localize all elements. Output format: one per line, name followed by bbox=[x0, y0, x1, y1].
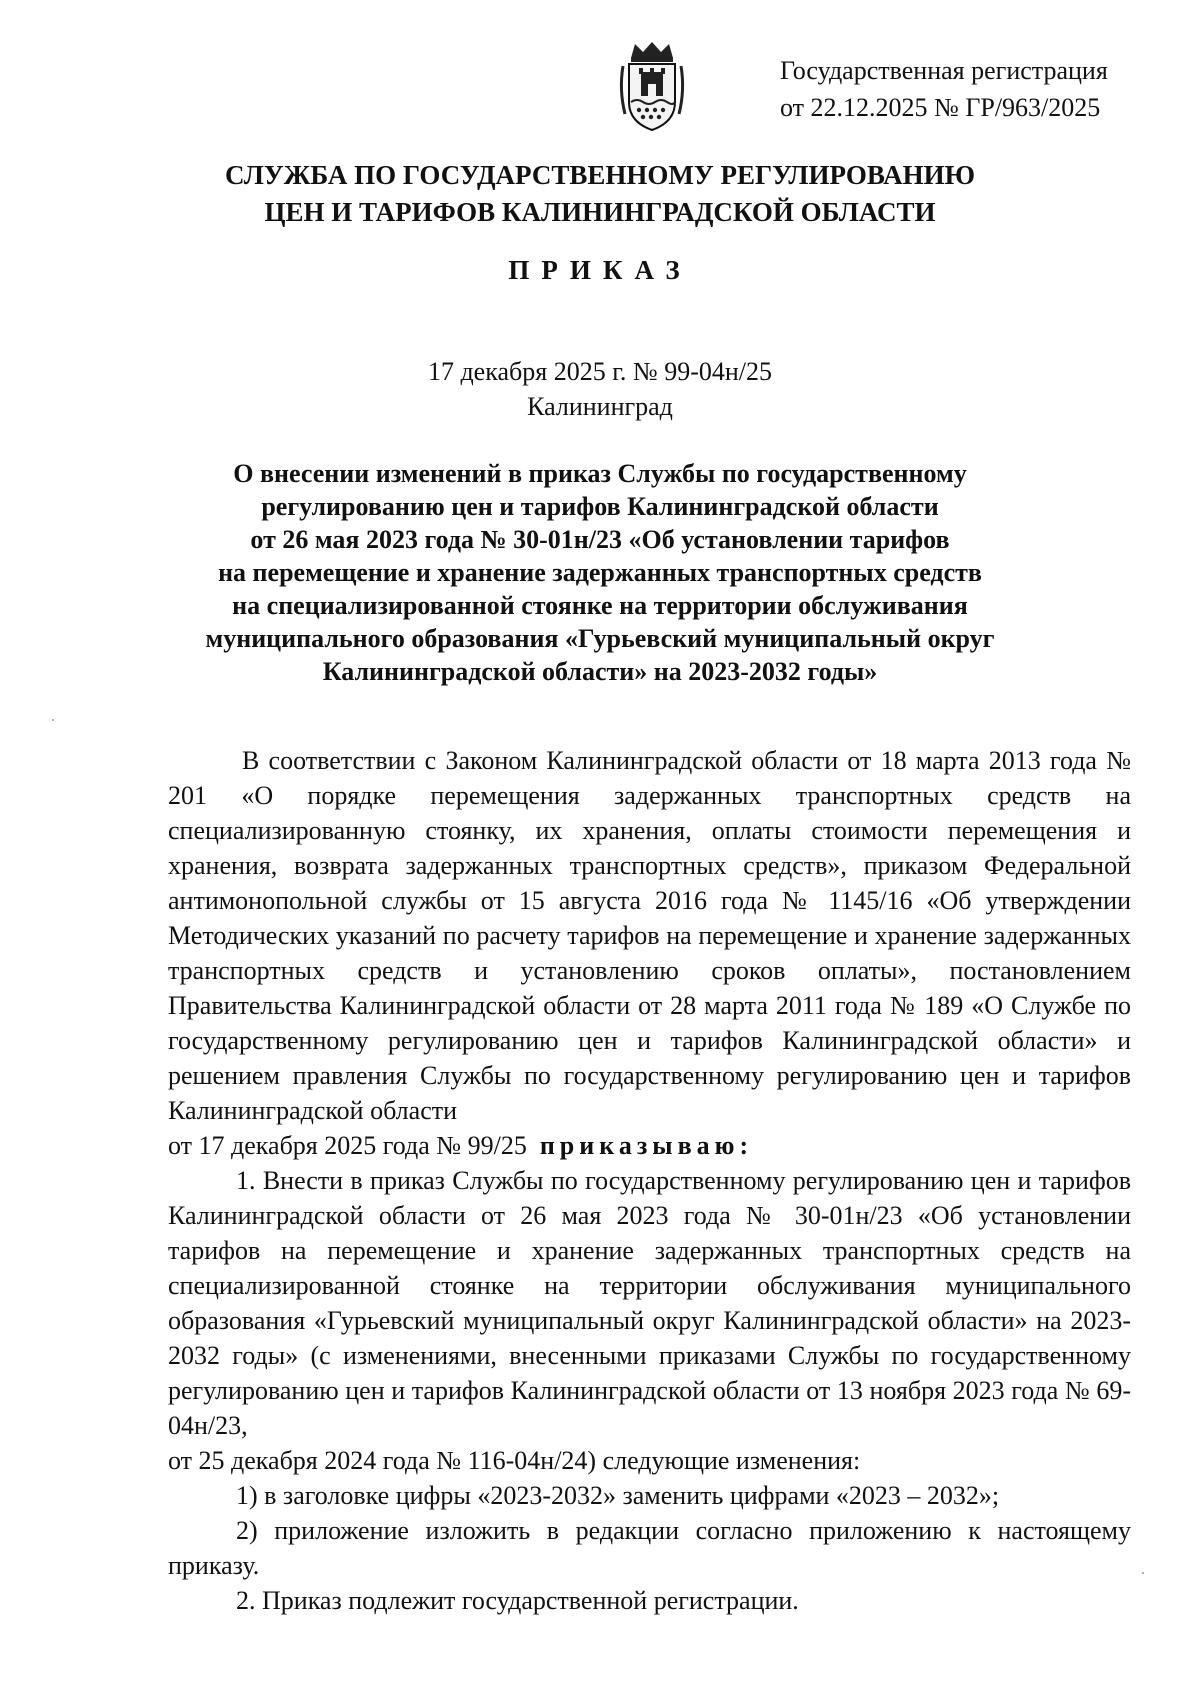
title-line: на специализированной стоянке на территории обслуживания bbox=[232, 591, 968, 620]
order-body bbox=[168, 743, 1131, 1618]
subitem-2: 2) приложение изложить в редакции согласно приложению к настоящему приказу. bbox=[168, 1516, 1131, 1580]
document-type-heading: ПРИКАЗ bbox=[508, 255, 692, 285]
title-line: от 26 мая 2023 года № 30-01н/23 «Об установлении тарифов bbox=[250, 525, 950, 554]
preamble-closing bbox=[168, 1128, 1131, 1163]
title-line: регулированию цен и тарифов Калининградской области bbox=[261, 492, 939, 521]
scan-speck bbox=[1142, 1572, 1144, 1574]
title-line: муниципального образования «Гурьевский муниципальный округ bbox=[205, 624, 995, 653]
item-1-paragraph: 1. Внести в приказ Службы по государственному регулированию цен и тарифов Калининградской области от 26 мая 2023 года № 30-01н/23 «Об установлении тарифов на перемещение и хранение задержанных транспортных средств на специализированной стоянке на территории обслуживания муниципального образования «Гурьевский муниципальный округ Калининградской области» на 2023-2032 годы» (с изменениями, внесенными приказами Службы по государственному регулированию цен и тарифов Калининградской области от 13 ноября 2023 года № 69-04н/23, bbox=[168, 1166, 1131, 1440]
item-1-last-line: от 25 декабря 2024 года № 116-04н/24) следующие изменения: bbox=[168, 1446, 861, 1475]
title-line: на перемещение и хранение задержанных транспортных средств bbox=[218, 558, 982, 587]
title-line: О внесении изменений в приказ Службы по государственному bbox=[233, 459, 967, 488]
preamble-paragraph: В соответствии с Законом Калининградской области от 18 марта 2013 года № 201 «О порядке перемещения задержанных транспортных средств на специализированную стоянку, их хранения, оплаты стоимости перемещения и хранения, возврата задержанных транспортных средств», приказом Федеральной антимонопольной службы от 15 августа 2016 года № 1145/16 «Об утверждении Методических указаний по расчету тарифов на перемещение и хранение задержанных транспортных средств и установлению сроков оплаты», постановлением Правительства Калининградской области от 28 марта 2011 года № 189 «О Службе по государственному регулированию цен и тарифов Калининградской области» и решением правления Службы по государственному регулированию цен и тарифов Калининградской области bbox=[168, 746, 1131, 1125]
item-2-paragraph: 2. Приказ подлежит государственной регистрации. bbox=[236, 1586, 799, 1615]
scan-speck bbox=[52, 719, 54, 721]
order-date-number: 17 декабря 2025 г. № 99-04н/25 bbox=[427, 357, 773, 386]
order-city: Калининград bbox=[527, 392, 673, 421]
subitem-1: 1) в заголовке цифры «2023-2032» заменить цифрами «2023 – 2032»; bbox=[236, 1481, 1000, 1510]
registration-line-2: от 22.12.2025 № ГР/963/2025 bbox=[780, 93, 1101, 122]
coat-of-arms-emblem bbox=[617, 40, 687, 132]
order-verb: приказываю: bbox=[539, 1131, 754, 1160]
order-title bbox=[190, 457, 1010, 688]
organization-line-2: ЦЕН И ТАРИФОВ КАЛИНИНГРАДСКОЙ ОБЛАСТИ bbox=[264, 197, 936, 227]
registration-line-1: Государственная регистрация bbox=[780, 56, 1108, 85]
title-line: Калининградской области» на 2023-2032 годы» bbox=[322, 657, 878, 686]
organization-name bbox=[0, 157, 1200, 231]
organization-line-1: СЛУЖБА ПО ГОСУДАРСТВЕННОМУ РЕГУЛИРОВАНИЮ bbox=[224, 160, 976, 190]
registration-stamp bbox=[780, 52, 1108, 126]
preamble-last-line: от 17 декабря 2025 года № 99/25 bbox=[168, 1131, 527, 1160]
